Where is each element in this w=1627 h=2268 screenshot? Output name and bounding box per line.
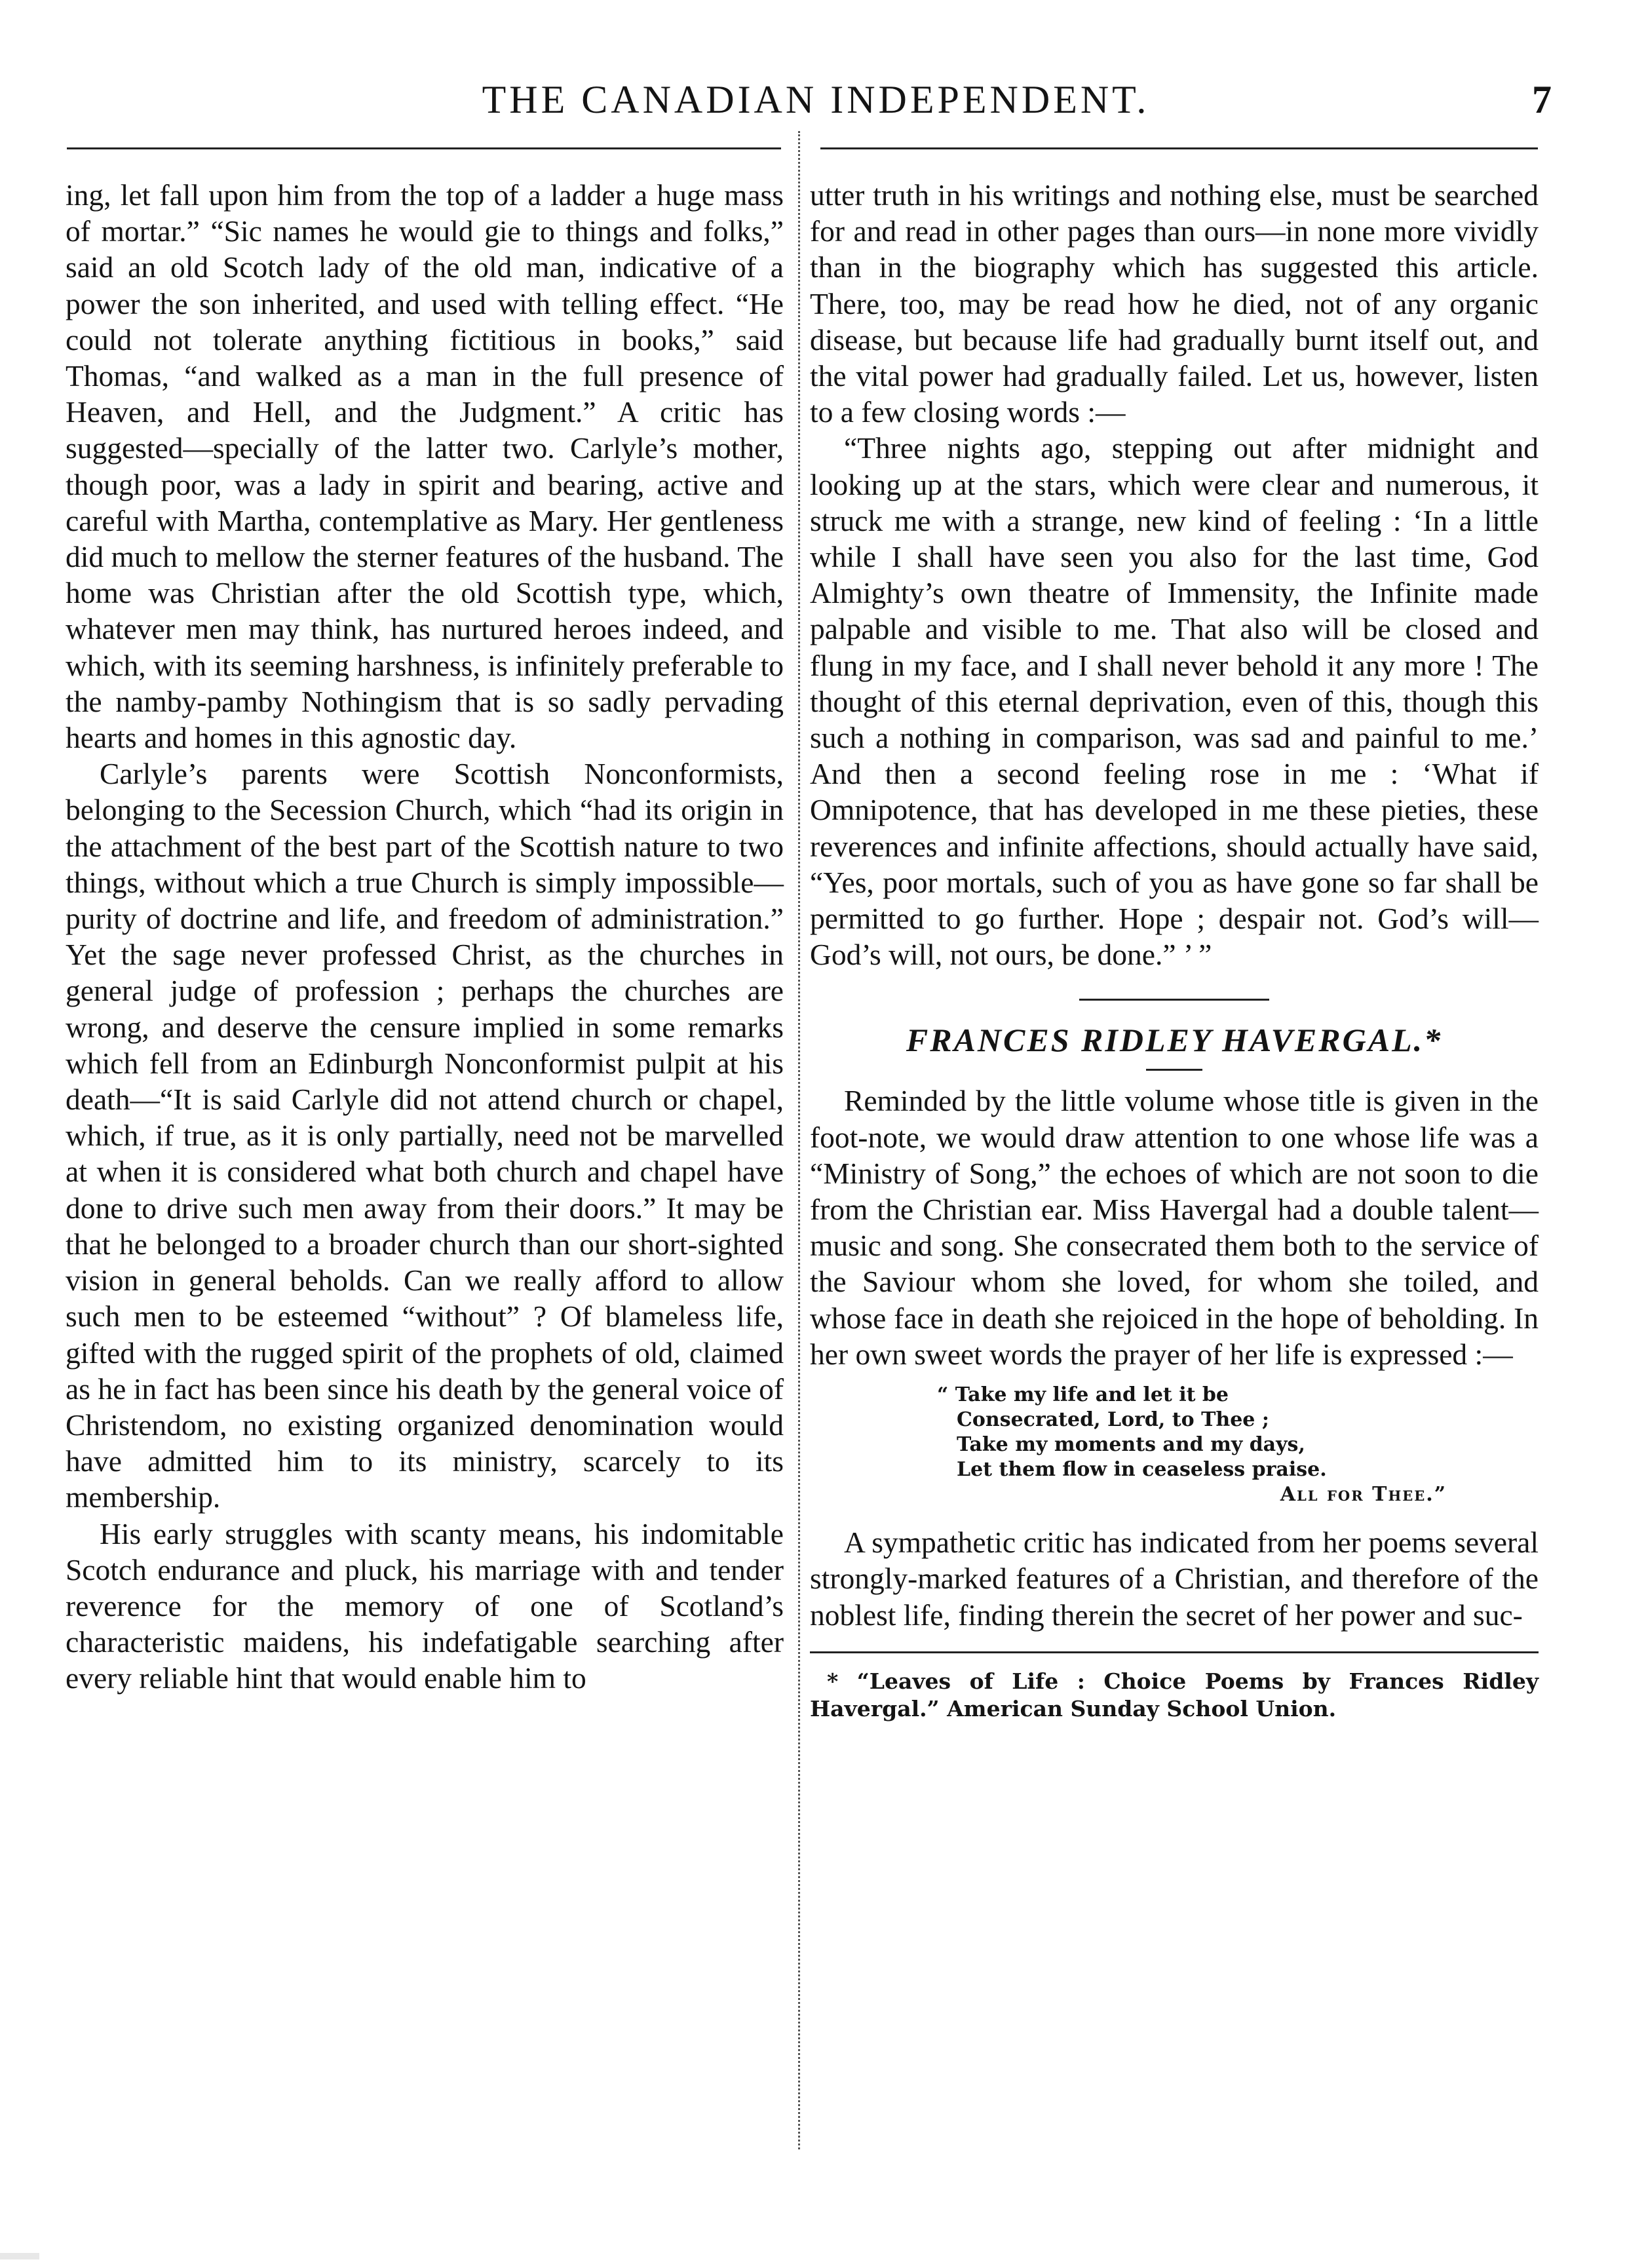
left-paragraph-3: His early struggles with scanty means, his indomitable Scotch endurance and pluck, his marriage with and tender reverence for the memory of one of Scotland’s characteristic maidens, his indefatigable searching after every reliable hint that would enable him to bbox=[66, 1516, 784, 1695]
section-paragraph-1: Reminded by the little volume whose title is given in the foot-note, we would draw attention to one whose life was a “Ministry of Song,” the echoes of which are not soon to die from the Christian ear. Miss Havergal had a double talent—music and song. She consecrated them both to the service of the Saviour whom she loved, for whom she toiled, and whose face in death she rejoiced in the hope of beholding. In her own sweet words the prayer of her life is expressed :— bbox=[810, 1084, 1539, 1371]
title-rule bbox=[1146, 1069, 1202, 1071]
right-paragraph-1: utter truth in his writings and nothing else, must be searched for and read in other pages than ours—in none more vividly than in the biography which has suggested this article. There, too, may be read how he died, not of any organic disease, but because life had gradually burnt itself out, and the vital power had gradually failed. Let us, however, listen to a few closing words :— bbox=[810, 178, 1539, 429]
verse-line-1: “ Take my life and let it be bbox=[937, 1383, 1229, 1407]
section-title: FRANCES RIDLEY HAVERGAL.* bbox=[906, 1022, 1443, 1059]
header-rule-left bbox=[67, 147, 781, 149]
right-paragraph-2: “Three nights ago, stepping out after midnight and looking up at the stars, which were clear and numerous, it struck me with a strange, new kind of feeling : ‘In a little while I shall have seen you also for the last time, God Almighty’s own theatre of Immensity, the Infinite made palpable and visible to me. That also will be closed and flung in my face, and I shall never behold it any more ! The thought of this eternal deprivation, even of this, though this such a nothing in comparison, was sad and painful to me.’ And then a second feeling rose in me : ‘What if Omnipotence, that has developed in me these pieties, these reverences and infinite affections, should actually have said, “Yes, poor mortals, such of you as have gone so far shall be permitted to go further. Hope ; despair not. God’s will—God’s will, not ours, be done.” ’ ” bbox=[810, 431, 1539, 972]
left-paragraph-1: ing, let fall upon him from the top of a ladder a huge mass of mortar.” “Sic names he would gie to things and folks,” said an old Scotch lady of the old man, indicative of a power the son inherited, and used with telling effect. “He could not tolerate anything fictitious in books,” said Thomas, “and walked as a man in the full presence of Heaven, and Hell, and the Judgment.” A critic has suggested—specially of the latter two. Carlyle’s mother, though poor, was a lady in spirit and bearing, active and careful with Martha, contemplative as Mary. Her gentleness did much to mellow the sterner features of the husband. The home was Christian after the old Scottish type, which, whatever men may think, has nurtured heroes indeed, and which, with its seeming harshness, is infinitely preferable to the namby-pamby Nothingism that is so sadly pervading hearts and homes in this agnostic day. bbox=[66, 178, 784, 755]
page-number: 7 bbox=[1532, 78, 1552, 121]
verse-line-2: Consecrated, Lord, to Thee ; bbox=[957, 1408, 1269, 1432]
scan-edge-mark bbox=[0, 2253, 39, 2259]
column-divider bbox=[798, 131, 800, 2149]
header-rule-right bbox=[820, 147, 1538, 149]
closing-paragraph: A sympathetic critic has indicated from her poems several strongly-marked features of a Christian, and therefore of the noblest life, finding therein the secret of her power and suc- bbox=[810, 1526, 1539, 1632]
left-column bbox=[66, 177, 784, 1697]
footnote-rule bbox=[810, 1651, 1539, 1653]
verse-line-3: Take my moments and my days, bbox=[957, 1433, 1305, 1457]
publication-title: THE CANADIAN INDEPENDENT. bbox=[482, 78, 1150, 121]
running-head bbox=[66, 77, 1566, 130]
verse-line-4: Let them flow in ceaseless praise. bbox=[957, 1458, 1327, 1482]
verse-signature: All for Thee.” bbox=[1280, 1483, 1447, 1507]
right-column bbox=[810, 177, 1539, 1723]
left-paragraph-2: Carlyle’s parents were Scottish Nonconformists, belonging to the Secession Church, which “had its origin in the attachment of the best part of the Scottish nature to two things, without which a true Church is simply impossible—purity of doctrine and life, and freedom of administration.” Yet the sage never professed Christ, as the churches in general judge of profession ; perhaps the churches are wrong, and deserve the censure implied in some remarks which fell from an Edinburgh Nonconformist pulpit at his death—“It is said Carlyle did not attend church or chapel, which, if true, as it is only partially, need not be marvelled at when it is considered what both church and chapel have done to drive such men away from their doors.” It may be that he belonged to a broader church than our short-sighted vision in general beholds. Can we really afford to allow such men to be esteemed “without” ? Of blameless life, gifted with the rugged spirit of the prophets of old, claimed as he in fact has been since his death by the general voice of Christendom, no existing organized denomination would have admitted him to its ministry, scarcely to its membership. bbox=[66, 757, 784, 1514]
section-rule bbox=[1079, 999, 1269, 1001]
footnote: * “Leaves of Life : Choice Poems by Frances Ridley Havergal.” American Sunday School Union. bbox=[810, 1668, 1539, 1721]
hymn-verse bbox=[937, 1383, 1539, 1507]
